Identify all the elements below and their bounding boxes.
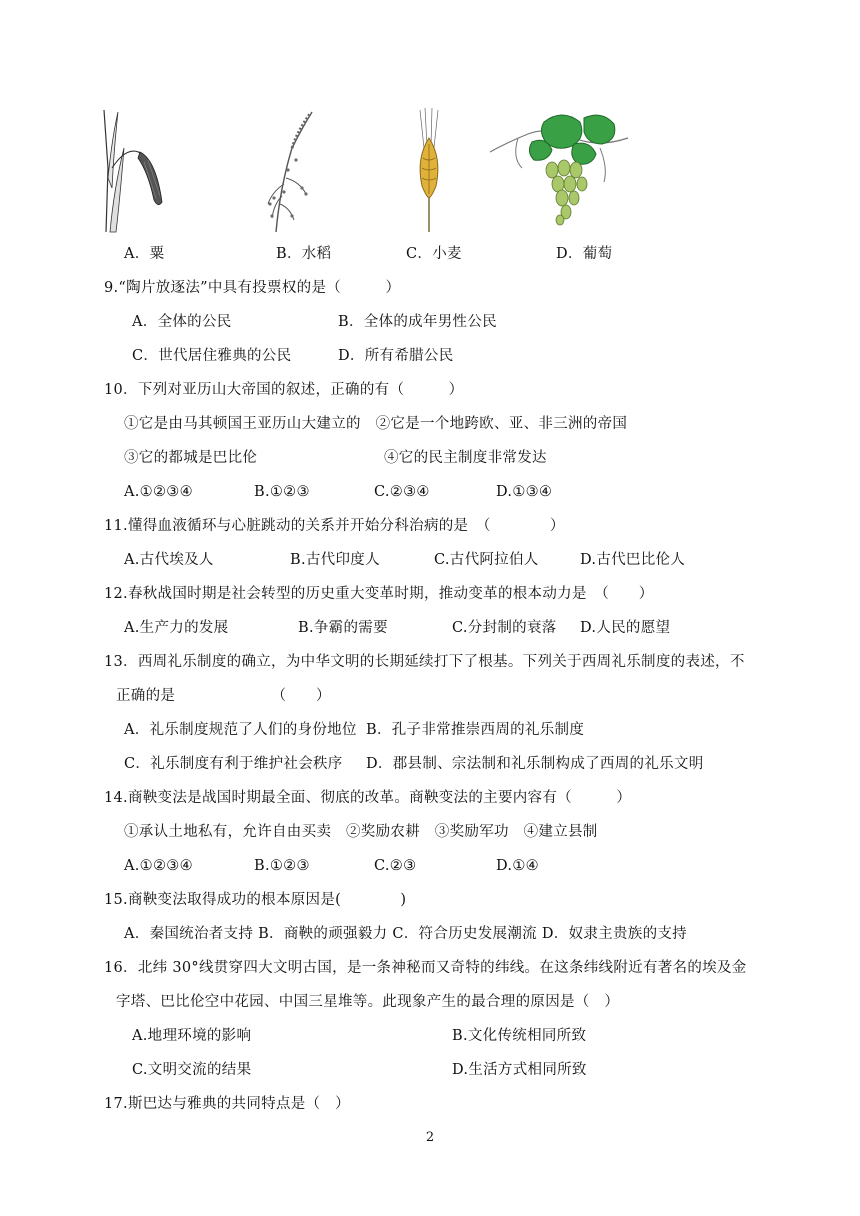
q14-option-c: C.②③ [374, 858, 417, 874]
option-a: A．粟 [124, 246, 165, 262]
q13-option-c: C．礼乐制度有利于维护社会秩序 [124, 756, 343, 772]
wheat-ear-illustration [412, 108, 446, 234]
q13-option-d: D．郡县制、宗法制和礼乐制构成了西周的礼乐文明 [366, 756, 704, 772]
option-d: D．葡萄 [556, 246, 613, 262]
q13-option-a: A．礼乐制度规范了人们的身份地位 [124, 722, 357, 738]
q12-option-a: A.生产力的发展 [124, 620, 229, 636]
question-12-stem: 12.春秋战国时期是社会转型的历史重大变革时期，推动变革的根本动力是 （ ） [104, 586, 654, 602]
page-number: 2 [425, 1130, 435, 1145]
q12-option-d: D.人民的愿望 [580, 620, 671, 636]
millet-plant-illustration [98, 108, 170, 234]
option-c: C．小麦 [406, 246, 462, 262]
q10-statement-3: ③它的都城是巴比伦 [124, 450, 258, 466]
q14-statements: ①承认土地私有，允许自由买卖 ②奖励农耕 ③奖励军功 ④建立县制 [124, 824, 598, 840]
question-15-stem: 15.商鞅变法取得成功的根本原因是( ) [104, 892, 407, 908]
q9-option-a: A．全体的公民 [132, 314, 232, 330]
q9-option-d: D．所有希腊公民 [338, 348, 454, 364]
q11-option-a: A.古代埃及人 [124, 552, 214, 568]
q12-option-b: B.争霸的需要 [298, 620, 388, 636]
question-17-stem: 17.斯巴达与雅典的共同特点是（ ） [104, 1096, 350, 1112]
rice-plant-illustration [262, 108, 322, 234]
question-16-stem-continued: 字塔、巴比伦空中花园、中国三星堆等。此现象产生的最合理的原因是（ ） [116, 994, 620, 1010]
q14-option-b: B.①②③ [254, 858, 310, 874]
question-10-stem: 10．下列对亚历山大帝国的叙述，正确的有（ ） [104, 382, 464, 398]
q13-option-b: B．孔子非常推崇西周的礼乐制度 [366, 722, 585, 738]
q10-option-d: D.①③④ [496, 484, 553, 500]
question-9-stem: 9.“陶片放逐法”中具有投票权的是（ ） [104, 280, 401, 296]
grape-vine-illustration [488, 108, 634, 228]
q12-option-c: C.分封制的衰落 [452, 620, 557, 636]
q14-option-d: D.①④ [496, 858, 539, 874]
q10-option-c: C.②③④ [374, 484, 430, 500]
q11-option-d: D.古代巴比伦人 [580, 552, 686, 568]
q11-option-b: B.古代印度人 [290, 552, 380, 568]
q9-option-c: C．世代居住雅典的公民 [132, 348, 292, 364]
option-b: B．水稻 [276, 246, 332, 262]
q10-statement-4: ④它的民主制度非常发达 [384, 450, 547, 466]
q15-options: A．秦国统治者支持 B．商鞅的顽强毅力 C．符合历史发展潮流 D．奴隶主贵族的支持 [124, 926, 687, 942]
question-13-stem: 13．西周礼乐制度的确立，为中华文明的长期延续打下了根基。下列关于西周礼乐制度的表述，不 [104, 654, 745, 670]
question-16-stem: 16．北纬 30°线贯穿四大文明古国，是一条神秘而又奇特的纬线。在这条纬线附近有著名的埃及金 [104, 960, 747, 976]
q16-option-c: C.文明交流的结果 [132, 1062, 252, 1078]
question-14-stem: 14.商鞅变法是战国时期最全面、彻底的改革。商鞅变法的主要内容有（ ） [104, 790, 632, 806]
q16-option-a: A.地理环境的影响 [132, 1028, 252, 1044]
q16-option-d: D.生活方式相同所致 [452, 1062, 587, 1078]
q10-statements-1-2: ①它是由马其顿国王亚历山大建立的 ②它是一个地跨欧、亚、非三洲的帝国 [124, 416, 628, 432]
question-11-stem: 11.懂得血液循环与心脏跳动的关系并开始分科治病的是 （ ） [104, 518, 565, 534]
q11-option-c: C.古代阿拉伯人 [434, 552, 539, 568]
q10-option-a: A.①②③④ [124, 484, 193, 500]
question-13-stem-continued: 正确的是 （ ） [116, 688, 331, 704]
q10-option-b: B.①②③ [254, 484, 310, 500]
q14-option-a: A.①②③④ [124, 858, 193, 874]
q16-option-b: B.文化传统相同所致 [452, 1028, 587, 1044]
q9-option-b: B．全体的成年男性公民 [338, 314, 497, 330]
